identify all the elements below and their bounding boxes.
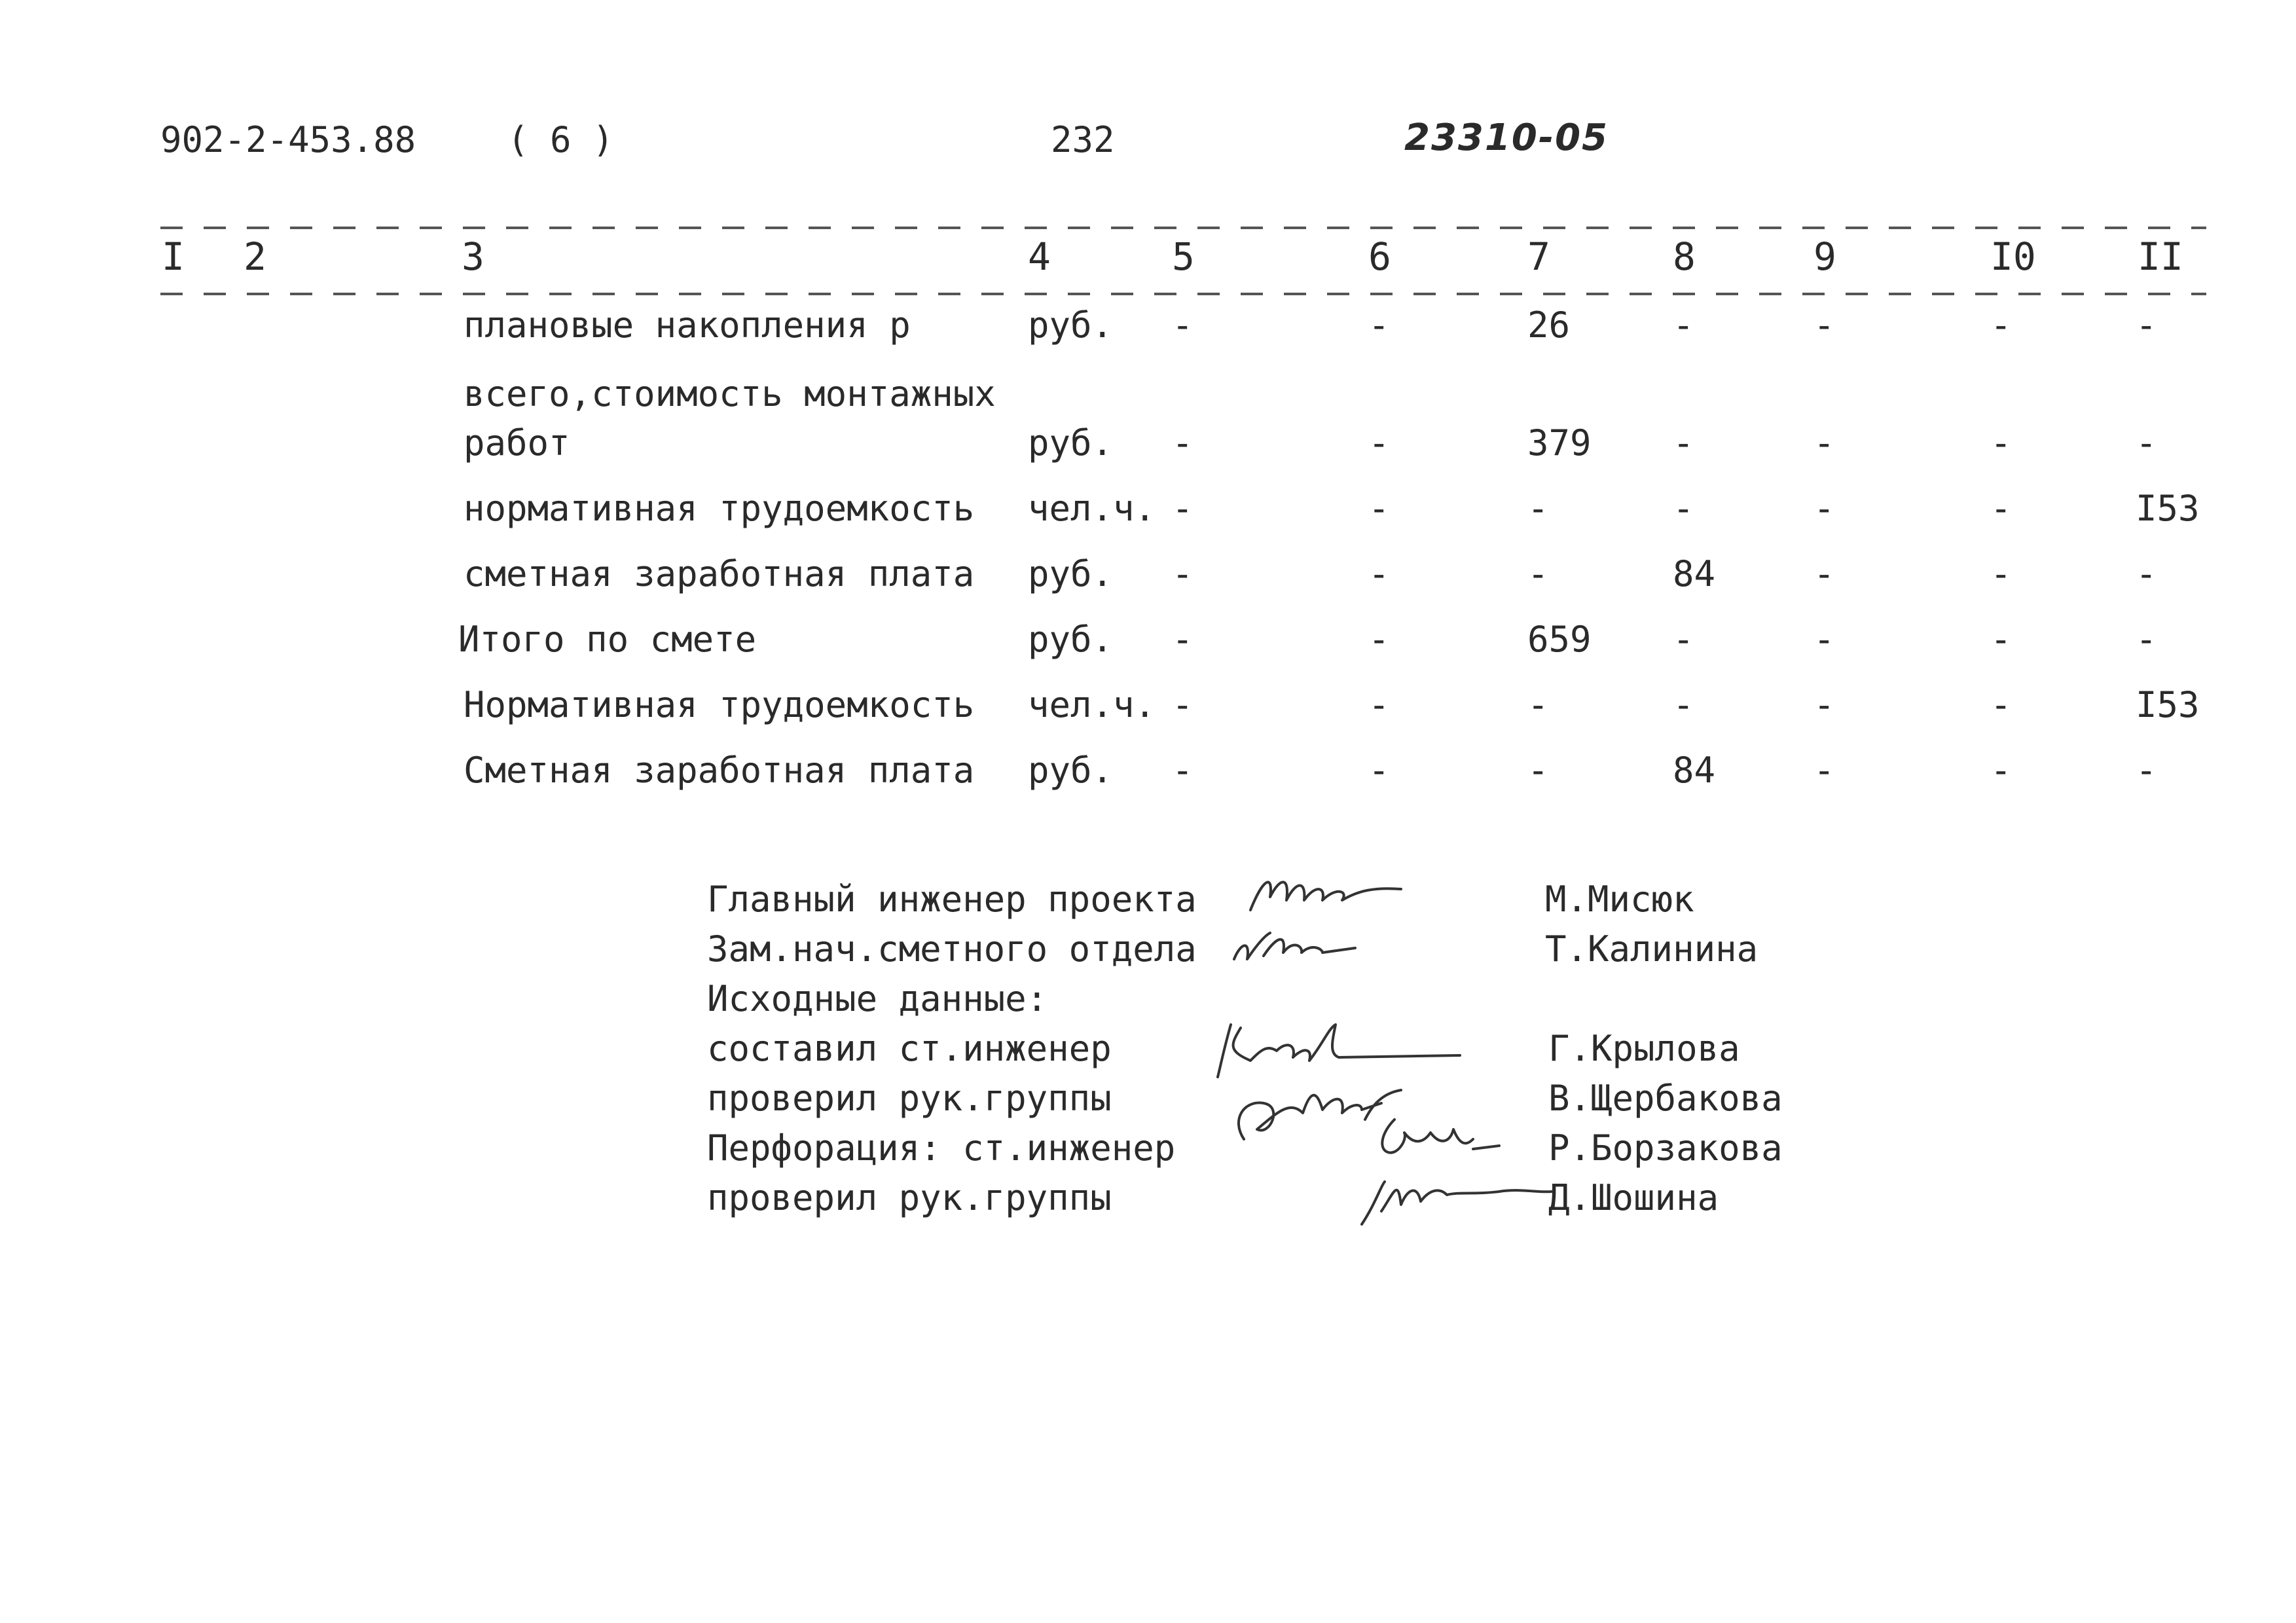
row-label-continued: работ [464, 422, 570, 464]
cell-col10: - [1990, 304, 2012, 346]
cell-col7: - [1527, 750, 1549, 791]
handwritten-signature [1244, 871, 1414, 917]
signature-name: Г.Крылова [1548, 1028, 1740, 1069]
row-label: сметная заработная плата [464, 553, 975, 594]
cell-col11: I53 [2136, 488, 2200, 529]
cell-col11: - [2136, 619, 2157, 660]
cell-col7: - [1527, 488, 1549, 529]
table-row [0, 684, 2296, 737]
cell-col9: - [1813, 488, 1835, 529]
column-header: I0 [1990, 234, 2036, 279]
cell-col5: - [1172, 684, 1194, 725]
signature-name: Т.Калинина [1545, 928, 1758, 970]
signature-role: Перфорация: ст.инженер [707, 1127, 1176, 1169]
cell-col11: - [2136, 553, 2157, 594]
cell-col11: - [2136, 304, 2157, 346]
section-label: Исходные данные: [707, 978, 1048, 1019]
cell-col9: - [1813, 750, 1835, 791]
table-row [0, 488, 2296, 540]
cell-col6: - [1368, 553, 1390, 594]
column-header: 7 [1527, 234, 1550, 279]
cell-col8: - [1673, 422, 1694, 464]
signature-role: составил ст.инженер [707, 1028, 1112, 1069]
signature-name: Р.Борзакова [1548, 1127, 1783, 1169]
cell-col5: - [1172, 619, 1194, 660]
cell-col5: - [1172, 750, 1194, 791]
signature-role: проверил рук.группы [707, 1177, 1112, 1218]
row-label: Итого по смете [458, 619, 757, 660]
row-unit: руб. [1028, 619, 1114, 660]
handwritten-code: 23310-05 [1404, 117, 1609, 159]
column-header: 5 [1172, 234, 1195, 279]
cell-col7: - [1527, 684, 1549, 725]
column-header: 8 [1673, 234, 1696, 279]
cell-col5: - [1172, 304, 1194, 346]
cell-col6: - [1368, 304, 1390, 346]
column-header: 9 [1813, 234, 1836, 279]
row-unit: руб. [1028, 422, 1114, 464]
cell-col8: - [1673, 684, 1694, 725]
row-unit: чел.ч. [1028, 488, 1156, 529]
handwritten-signature [1368, 1113, 1519, 1165]
cell-col5: - [1172, 488, 1194, 529]
cell-col10: - [1990, 553, 2012, 594]
table-row [0, 553, 2296, 606]
cell-col11: - [2136, 750, 2157, 791]
cell-col6: - [1368, 619, 1390, 660]
handwritten-signature [1355, 1165, 1565, 1231]
signature-name: М.Мисюк [1545, 879, 1694, 920]
document-number: 902-2-453.88 [160, 119, 416, 160]
column-header: 6 [1368, 234, 1391, 279]
table-header-rule [160, 293, 2206, 295]
cell-col11: I53 [2136, 684, 2200, 725]
page-number: 232 [1051, 119, 1115, 160]
table-row [0, 750, 2296, 802]
row-label: нормативная трудоемкость [464, 488, 975, 529]
table-row [0, 304, 2296, 357]
cell-col6: - [1368, 422, 1390, 464]
column-header: 3 [462, 234, 484, 279]
cell-col10: - [1990, 750, 2012, 791]
row-label: Нормативная трудоемкость [464, 684, 975, 725]
signature-name: Д.Шошина [1548, 1177, 1719, 1218]
cell-col9: - [1813, 553, 1835, 594]
cell-col9: - [1813, 684, 1835, 725]
signature-name: В.Щербакова [1548, 1078, 1783, 1119]
cell-col7: 659 [1527, 619, 1592, 660]
handwritten-signature [1224, 923, 1394, 969]
cell-col10: - [1990, 422, 2012, 464]
table-row [0, 373, 2296, 478]
column-header: I [162, 234, 185, 279]
row-unit: руб. [1028, 304, 1114, 346]
cell-col7: 26 [1527, 304, 1571, 346]
row-unit: руб. [1028, 750, 1114, 791]
cell-col10: - [1990, 684, 2012, 725]
cell-col7: 379 [1527, 422, 1592, 464]
signature-role: Главный инженер проекта [707, 879, 1197, 920]
cell-col6: - [1368, 684, 1390, 725]
cell-col5: - [1172, 553, 1194, 594]
table-top-rule [160, 227, 2206, 229]
row-label: Сметная заработная плата [464, 750, 975, 791]
cell-col8: 84 [1673, 750, 1716, 791]
row-unit: чел.ч. [1028, 684, 1156, 725]
sheet-number: ( 6 ) [507, 119, 614, 160]
signature-role: проверил рук.группы [707, 1078, 1112, 1119]
column-header: 2 [244, 234, 266, 279]
cell-col9: - [1813, 619, 1835, 660]
cell-col9: - [1813, 422, 1835, 464]
cell-col10: - [1990, 488, 2012, 529]
row-label: плановые накопления р [464, 304, 911, 346]
cell-col7: - [1527, 553, 1549, 594]
cell-col8: - [1673, 488, 1694, 529]
cell-col5: - [1172, 422, 1194, 464]
column-header: 4 [1028, 234, 1051, 279]
cell-col11: - [2136, 422, 2157, 464]
cell-col9: - [1813, 304, 1835, 346]
cell-col10: - [1990, 619, 2012, 660]
cell-col8: - [1673, 619, 1694, 660]
row-label: всего,стоимость монтажных [464, 373, 996, 414]
column-header: II [2138, 234, 2183, 279]
table-row [0, 619, 2296, 671]
signature-role: Зам.нач.сметного отдела [707, 928, 1197, 970]
cell-col6: - [1368, 488, 1390, 529]
cell-col6: - [1368, 750, 1390, 791]
row-unit: руб. [1028, 553, 1114, 594]
cell-col8: 84 [1673, 553, 1716, 594]
cell-col8: - [1673, 304, 1694, 346]
